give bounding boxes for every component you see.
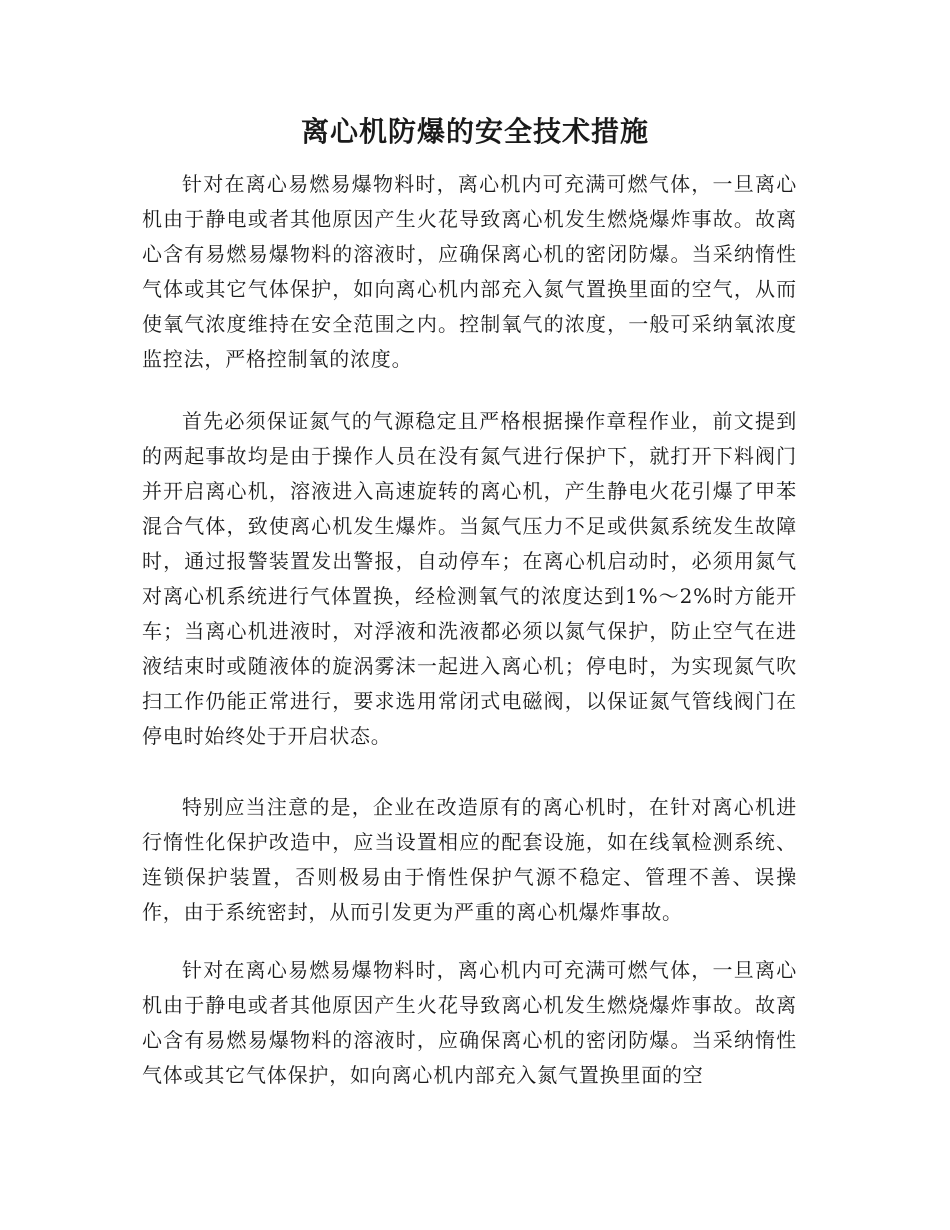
paragraph-4: 针对在离心易燃易爆物料时，离心机内可充满可燃气体，一旦离心机由于静电或者其他原因产生火花导致离心机发生燃烧爆炸事故。故离心含有易燃易爆物料的溶液时，应确保离心机的密闭防爆。当采纳惰性气体或其它气体保护，如向离心机内部充入氮气置换里面的空 [142, 958, 797, 1087]
document-title: 离心机防爆的安全技术措施 [300, 115, 649, 148]
paragraph-3: 特别应当注意的是，企业在改造原有的离心机时，在针对离心机进行惰性化保护改造中，应当设置相应的配套设施，如在线氧检测系统、连锁保护装置，否则极易由于惰性保护气源不稳定、管理不善、误操作，由于系统密封，从而引发更为严重的离心机爆炸事故。 [142, 795, 797, 924]
paragraph-2: 首先必须保证氮气的气源稳定且严格根据操作章程作业，前文提到的两起事故均是由于操作人员在没有氮气进行保护下，就打开下料阀门并开启离心机，溶液进入高速旋转的离心机，产生静电火花引爆了甲苯混合气体，致使离心机发生爆炸。当氮气压力不足或供氮系统发生故障时，通过报警装置发出警报，自动停车；在离心机启动时，必须用氮气对离心机系统进行气体置换，经检测氧气的浓度达到1%～2%时方能开车；当离心机进液时，对浮液和洗液都必须以氮气保护，防止空气在进液结束时或随液体的旋涡雾沫一起进入离心机；停电时，为实现氮气吹扫工作仍能正常进行，要求选用常闭式电磁阀，以保证氮气管线阀门在停电时始终处于开启状态。 [142, 409, 797, 748]
paragraph-1: 针对在离心易燃易爆物料时，离心机内可充满可燃气体，一旦离心机由于静电或者其他原因产生火花导致离心机发生燃烧爆炸事故。故离心含有易燃易爆物料的溶液时，应确保离心机的密闭防爆。当采纳惰性气体或其它气体保护，如向离心机内部充入氮气置换里面的空气，从而使氧气浓度维持在安全范围之内。控制氧气的浓度，一般可采纳氧浓度监控法，严格控制氧的浓度。 [142, 172, 797, 371]
